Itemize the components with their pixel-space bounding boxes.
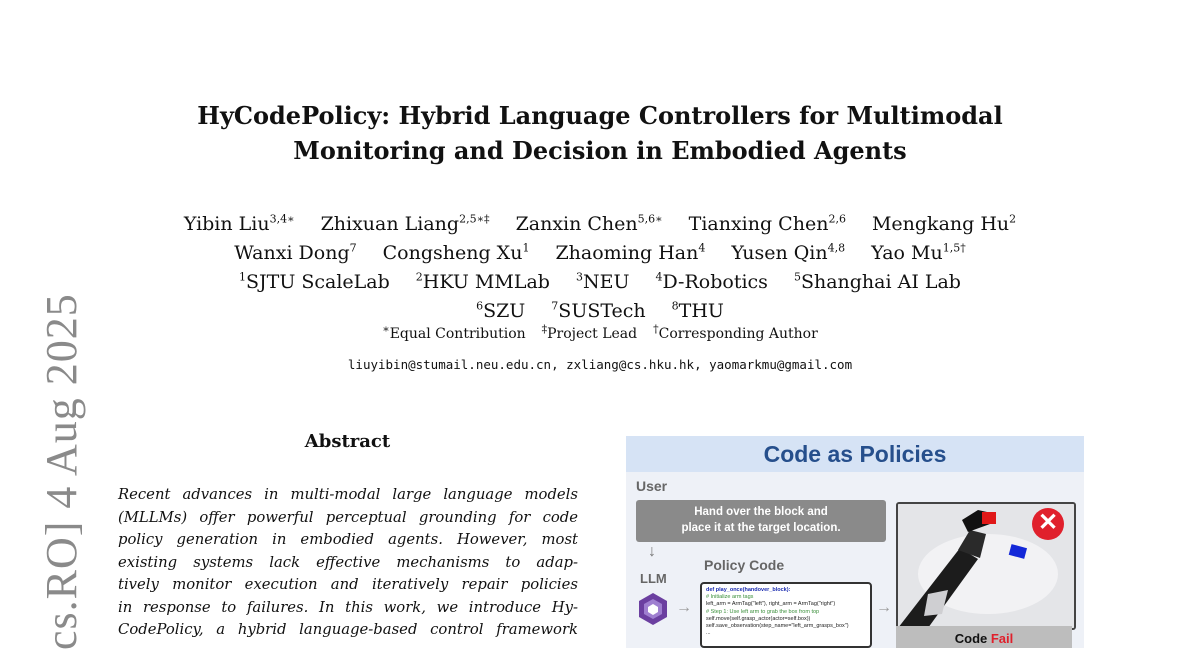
right-arrow-icon: → [876, 599, 892, 616]
right-arrow-icon: → [676, 599, 692, 616]
status-result: Fail [990, 631, 1014, 646]
author-sup: 2,5∗‡ [459, 212, 490, 226]
code-line: self.save_observation(step_name="left_arm_grasps_box") [706, 623, 849, 630]
figure-user-label: User [636, 478, 668, 494]
author-name: Tianxing Chen [688, 213, 829, 235]
abstract-line: CodePolicy, a hybrid language-based control framework [118, 621, 578, 638]
code-line: # Initialize arm tags [706, 594, 754, 601]
title-line-2: Monitoring and Decision in Embodied Agents [293, 136, 907, 165]
note-symbol: † [653, 322, 659, 336]
code-status-bar [896, 626, 1072, 648]
instruction-line-2: place it at the target location. [681, 522, 841, 534]
status-prefix: Code [954, 631, 988, 646]
author [731, 242, 845, 264]
authors-line-2 [0, 239, 1200, 268]
author-sup: 2 [1009, 212, 1017, 226]
contribution-note [382, 322, 526, 342]
abstract-line: (MLLMs) offer powerful perceptual grounding for code [118, 508, 578, 526]
affiliation [416, 271, 550, 293]
author-name: Zhixuan Liang [320, 213, 460, 235]
affiliation-name: HKU MMLab [422, 271, 550, 293]
affiliation [476, 300, 525, 322]
affiliation-sup: 7 [551, 299, 559, 313]
affiliation-name: SUSTech [558, 300, 646, 322]
author-sup: 3,4∗ [269, 212, 295, 226]
author [871, 242, 966, 264]
author-name: Congsheng Xu [382, 242, 523, 264]
abstract-line: existing systems lack effective mechanisms to adap- [118, 553, 578, 571]
affiliation-name: SJTU ScaleLab [246, 271, 390, 293]
instruction-line-1: Hand over the block and [694, 506, 828, 518]
author-name: Mengkang Hu [871, 213, 1010, 235]
author [321, 213, 490, 235]
policy-code-label: Policy Code [704, 557, 785, 573]
author-sup: 7 [349, 241, 357, 255]
affiliation-sup: 1 [239, 270, 247, 284]
affiliation-sup: 8 [671, 299, 679, 313]
policy-code-box [700, 582, 872, 648]
affiliation-sup: 6 [476, 299, 484, 313]
author [689, 213, 846, 235]
figure-header: Code as Policies [626, 436, 1084, 472]
affiliation-name: NEU [582, 271, 630, 293]
author [555, 242, 705, 264]
affiliation [576, 271, 630, 293]
author-name: Zhaoming Han [555, 242, 699, 264]
abstract-line: policy generation in embodied agents. However, most [118, 531, 578, 548]
code-line: # Step 1: Use left arm to grab the box from top [706, 608, 820, 615]
affiliation-sup: 2 [415, 270, 423, 284]
note-symbol: ∗ [382, 322, 390, 336]
author [184, 213, 295, 235]
author-name: Yao Mu [871, 242, 943, 264]
abstract-line: tively monitor execution and iteratively repair policies [118, 576, 578, 593]
affiliation-name: THU [678, 300, 724, 322]
affiliation [551, 300, 645, 322]
code-line: def play_once(handover_block): [706, 587, 791, 593]
affiliation [239, 271, 390, 293]
contribution-notes [0, 322, 1200, 342]
author-name: Zanxin Chen [515, 213, 638, 235]
author-sup: 4,8 [827, 241, 846, 255]
title-line-1: HyCodePolicy: Hybrid Language Controllers for Multimodal [197, 101, 1003, 130]
author-block [0, 210, 1200, 326]
note-text: Equal Contribution [389, 326, 526, 342]
affiliation-name: D-Robotics [662, 271, 768, 293]
affiliation-sup: 3 [575, 270, 583, 284]
author-name: Wanxi Dong [234, 242, 350, 264]
note-text: Corresponding Author [658, 326, 818, 342]
author [516, 213, 663, 235]
affiliation-name: SZU [483, 300, 526, 322]
authors-line-1 [0, 210, 1200, 239]
author [383, 242, 530, 264]
affiliation [672, 300, 724, 322]
author-sup: 1 [522, 241, 530, 255]
code-line: left_arm = ArmTag("left"), right_arm = ArmTag("right") [706, 601, 836, 608]
arxiv-side-stamp: cs.RO] 4 Aug 2025 [37, 293, 86, 650]
abstract-text [118, 484, 578, 642]
contribution-note [541, 322, 638, 342]
affiliations-line-2 [0, 297, 1200, 326]
author-emails: liuyibin@stumail.neu.edu.cn, zxliang@cs.hku.hk, yaomarkmu@gmail.com [347, 357, 853, 372]
author-sup: 2,6 [828, 212, 846, 226]
abstract-heading: Abstract [304, 431, 391, 452]
paper-title [0, 98, 1200, 168]
affiliation [655, 271, 767, 293]
affiliations-line-1 [0, 268, 1200, 297]
author-sup: 5,6∗ [637, 212, 663, 226]
author-sup: 1,5† [942, 241, 966, 255]
figure-llm-label: LLM [640, 571, 667, 586]
teaser-figure [626, 436, 1084, 648]
author [872, 213, 1016, 235]
affiliation-name: Shanghai AI Lab [800, 271, 961, 293]
code-line: ... [706, 630, 711, 637]
author-name: Yusen Qin [731, 242, 828, 264]
abstract-line: in response to failures. In this work, we introduce Hy- [118, 598, 578, 616]
note-text: Project Lead [547, 326, 638, 342]
llm-logo-icon [638, 592, 668, 626]
figure-instruction-bubble [636, 500, 886, 542]
abstract-line: Recent advances in multi-modal large language models [118, 486, 578, 503]
contribution-note [653, 322, 818, 342]
affiliation [794, 271, 961, 293]
affiliation-sup: 5 [793, 270, 801, 284]
code-line: self.move(self.grasp_actor(actor=self.box)) [706, 615, 811, 622]
note-symbol: ‡ [541, 322, 548, 336]
author-sup: 4 [698, 241, 706, 255]
down-arrow-icon: ↓ [648, 543, 656, 560]
affiliation-sup: 4 [655, 270, 663, 284]
author-name: Yibin Liu [183, 213, 270, 235]
fail-x-icon: ✕ [1032, 508, 1064, 540]
author [234, 242, 356, 264]
